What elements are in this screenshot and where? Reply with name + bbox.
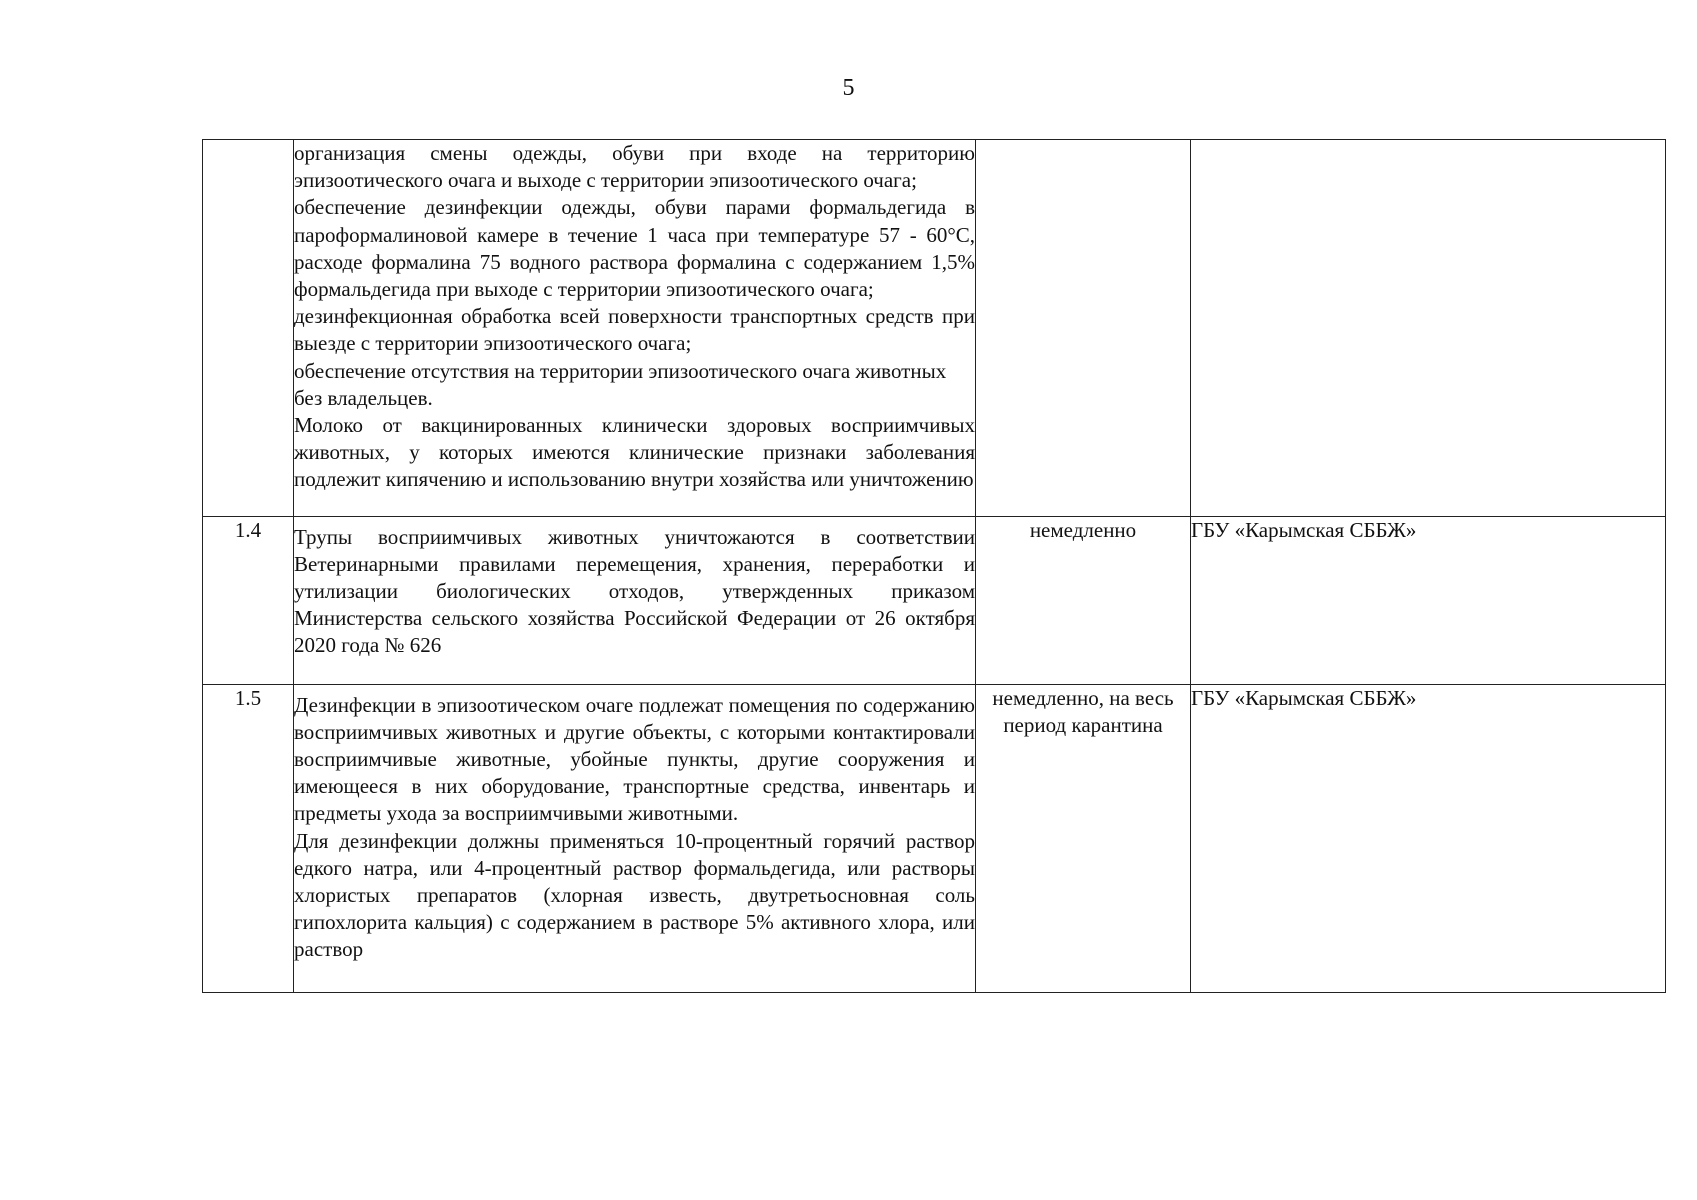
measure-paragraph: Для дезинфекции должны применяться 10-процентный горячий раствор едкого натра, или 4-процентный раствор формальдегида, или растворы хлористых препаратов (хлорная известь, двутретьосновная соль гипохлорита кальция) с содержанием в растворе 5% активного хлора, или раствор [294,828,975,962]
responsible-cell: ГБУ «Карымская СББЖ» [1191,684,1666,992]
measure-paragraph: Молоко от вакцинированных клинически здоровых восприимчивых животных, у которых имеются клинические признаки заболевания подлежит кипячению и использованию внутри хозяйства или уничтожению [294,413,975,492]
row-number-cell: 1.5 [203,684,294,992]
table-row [203,140,1666,517]
responsible-cell [1191,140,1666,517]
table-row [203,684,1666,992]
measure-paragraph: Дезинфекции в эпизоотическом очаге подлежат помещения по содержанию восприимчивых животных и другие объекты, с которыми контактировали восприимчивые животные, убойные пункты, другие сооружения и имеющееся в них оборудование, транспортные средства, инвентарь и предметы ухода за восприимчивыми животными. [294,692,975,826]
row-number-cell: 1.4 [203,516,294,684]
deadline-cell [976,140,1191,517]
measure-paragraph: Трупы восприимчивых животных уничтожаются в соответствии Ветеринарными правилами перемещения, хранения, переработки и утилизации биологических отходов, утвержденных приказом Министерства сельского хозяйства Российской Федерации от 26 октября 2020 года № 626 [294,524,975,658]
measure-paragraph: организация смены одежды, обуви при входе на территорию эпизоотического очага и выходе с территории эпизоотического очага; [294,141,975,193]
responsible-cell: ГБУ «Карымская СББЖ» [1191,516,1666,684]
measure-text-cell [294,684,976,992]
deadline-cell: немедленно, на весь период карантина [976,684,1191,992]
page-number: 5 [842,75,855,101]
measures-table [202,139,1666,993]
measure-paragraph: дезинфекционная обработка всей поверхности транспортных средств при выезде с территории эпизоотического очага; [294,304,975,356]
measure-text-cell [294,516,976,684]
deadline-cell: немедленно [976,516,1191,684]
measure-paragraph: обеспечение дезинфекции одежды, обуви парами формальдегида в пароформалиновой камере в течение 1 часа при температуре 57 - 60°С, расходе формалина 75 водного раствора формалина с содержанием 1,5% формальдегида при выходе с территории эпизоотического очага; [294,195,975,302]
measure-paragraph: обеспечение отсутствия на территории эпизоотического очага животных без владельцев. [294,358,947,410]
measure-text-cell [294,140,976,517]
row-number-cell [203,140,294,517]
table-row [203,516,1666,684]
